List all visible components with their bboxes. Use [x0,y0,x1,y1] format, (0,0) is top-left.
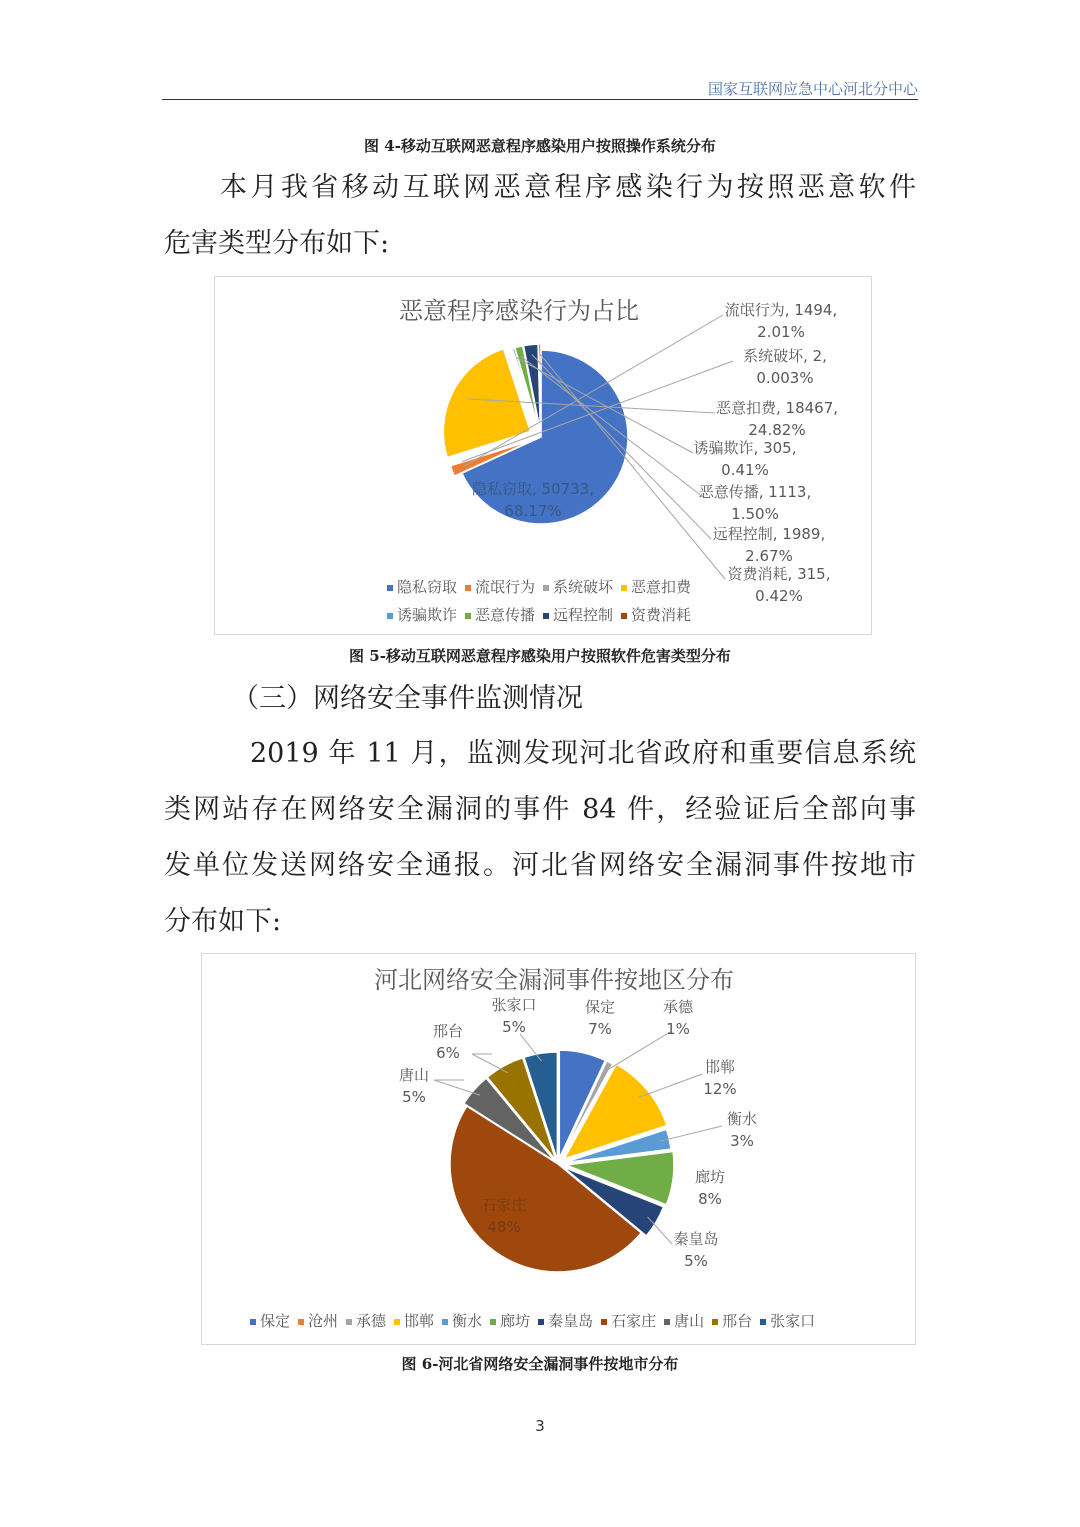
paragraph-2-line-3: 发单位发送网络安全通报。河北省网络安全漏洞事件按地市 [164,850,916,881]
legend-item [465,573,535,601]
data-label: 秦皇岛 [673,1230,719,1248]
data-label-percent: 1.50% [731,505,779,523]
legend-swatch [601,1319,607,1325]
data-label-percent: 0.42% [755,587,803,605]
legend-label: 流氓行为 [475,578,536,596]
chart-2-title: 河北网络安全漏洞事件按地区分布 [374,966,734,994]
data-label: 流氓行为, 1494, [724,301,838,319]
data-label: 远程控制, 1989, [712,525,826,543]
legend-swatch [712,1319,718,1325]
leader-line [605,1032,670,1071]
legend-item [543,573,613,601]
data-label-percent: 48% [487,1218,521,1236]
leader-line [638,1074,702,1098]
section-heading: （三）网络安全事件监测情况 [232,683,583,714]
data-label-percent: 8% [698,1190,722,1208]
data-label: 唐山 [398,1066,430,1084]
header-rule [162,99,918,100]
figure-6-caption: 图 6-河北省网络安全漏洞事件按地市分布 [401,1355,679,1373]
chart-2-legend [250,1310,823,1331]
data-label: 衡水 [726,1110,758,1128]
paragraph-2-line-1: 2019 年 11 月，监测发现河北省政府和重要信息系统 [250,738,916,769]
legend-swatch [442,1319,448,1325]
legend-label: 衡水 [452,1312,483,1330]
legend-label: 邢台 [722,1312,753,1330]
page-number: 3 [535,1417,545,1435]
data-label-percent: 0.003% [756,369,814,387]
data-label-percent: 0.41% [721,461,769,479]
legend-item [346,1310,386,1331]
leader-line [434,1080,480,1095]
paragraph-2-line-2: 类网站存在网络安全漏洞的事件 84 件，经验证后全部向事 [164,794,916,825]
legend-label: 廊坊 [500,1312,531,1330]
data-label-percent: 5% [684,1252,708,1270]
data-label: 廊坊 [694,1168,726,1186]
data-label-percent: 5% [502,1018,526,1036]
legend-item [387,601,457,629]
vulnerability-region-chart [201,953,916,1345]
legend-label: 远程控制 [553,606,614,624]
legend-swatch [621,585,627,591]
data-label: 承德 [662,998,694,1016]
legend-label: 唐山 [674,1312,705,1330]
legend-swatch [621,613,627,619]
legend-swatch [538,1319,544,1325]
legend-item [387,573,457,601]
legend-swatch [346,1319,352,1325]
legend-item [394,1310,434,1331]
legend-item [621,573,691,601]
data-label: 保定 [584,998,616,1016]
legend-label: 恶意传播 [475,606,536,624]
legend-label: 石家庄 [611,1312,657,1330]
legend-item [621,601,691,629]
chart-2-plot [202,954,915,1344]
data-label: 诱骗欺诈, 305, [693,439,797,457]
data-label-percent: 24.82% [748,421,806,439]
data-label: 恶意传播, 1113, [698,483,812,501]
legend-item [538,1310,593,1331]
legend-swatch [760,1319,766,1325]
legend-label: 资费消耗 [631,606,692,624]
legend-swatch [543,585,549,591]
legend-swatch [394,1319,400,1325]
paragraph-1-line-2: 危害类型分布如下: [164,228,390,259]
legend-label: 承德 [356,1312,387,1330]
data-label: 系统破坏, 2, [743,347,827,365]
chart-1-title: 恶意程序感染行为占比 [399,297,639,325]
legend-label: 秦皇岛 [548,1312,594,1330]
legend-item [543,601,613,629]
legend-label: 恶意扣费 [631,578,692,596]
leader-line [659,1126,722,1141]
figure-5-caption: 图 5-移动互联网恶意程序感染用户按照软件危害类型分布 [349,647,731,665]
legend-row [387,601,699,629]
data-label: 邢台 [432,1022,464,1040]
figure-4-caption: 图 4-移动互联网恶意程序感染用户按照操作系统分布 [364,137,716,155]
legend-swatch [543,613,549,619]
data-label-percent: 12% [703,1080,737,1098]
legend-swatch [298,1319,304,1325]
legend-row [250,1310,823,1331]
paragraph-2 [164,726,916,950]
legend-item [490,1310,530,1331]
legend-swatch [250,1319,256,1325]
header-organization: 国家互联网应急中心河北分中心 [707,80,918,98]
legend-swatch [387,613,393,619]
legend-label: 系统破坏 [553,578,614,596]
legend-item [465,601,535,629]
legend-item [712,1310,752,1331]
legend-swatch [465,585,471,591]
data-label-percent: 5% [402,1088,426,1106]
data-label: 恶意扣费, 18467, [715,399,839,417]
data-label: 张家口 [491,996,537,1014]
paragraph-1 [164,160,916,272]
data-label-percent: 3% [730,1132,754,1150]
data-label-percent: 68.17% [504,502,562,520]
data-label: 石家庄 [481,1196,527,1214]
data-label-percent: 2.67% [745,547,793,565]
paragraph-1-line-1: 本月我省移动互联网恶意程序感染行为按照恶意软件 [220,172,916,203]
legend-label: 保定 [260,1312,291,1330]
data-label: 资费消耗, 315, [727,565,831,583]
leader-line [472,1054,508,1073]
legend-item [250,1310,290,1331]
legend-row [387,573,699,601]
legend-swatch [465,613,471,619]
legend-label: 隐私窃取 [397,578,458,596]
data-label-percent: 2.01% [757,323,805,341]
legend-swatch [387,585,393,591]
paragraph-2-line-4: 分布如下: [164,906,282,937]
legend-item [601,1310,656,1331]
legend-item [664,1310,704,1331]
data-label-percent: 1% [666,1020,690,1038]
legend-label: 沧州 [308,1312,339,1330]
data-label: 隐私窃取, 50733, [471,480,595,498]
legend-label: 邯郸 [404,1312,435,1330]
chart-1-legend [387,573,699,629]
legend-item [760,1310,815,1331]
legend-swatch [664,1319,670,1325]
legend-item [298,1310,338,1331]
data-label: 邯郸 [704,1058,736,1076]
legend-item [442,1310,482,1331]
legend-label: 张家口 [770,1312,816,1330]
legend-label: 诱骗欺诈 [397,606,458,624]
legend-swatch [490,1319,496,1325]
data-label-percent: 7% [588,1020,612,1038]
data-label-percent: 6% [436,1044,460,1062]
malware-behavior-chart [214,276,872,635]
